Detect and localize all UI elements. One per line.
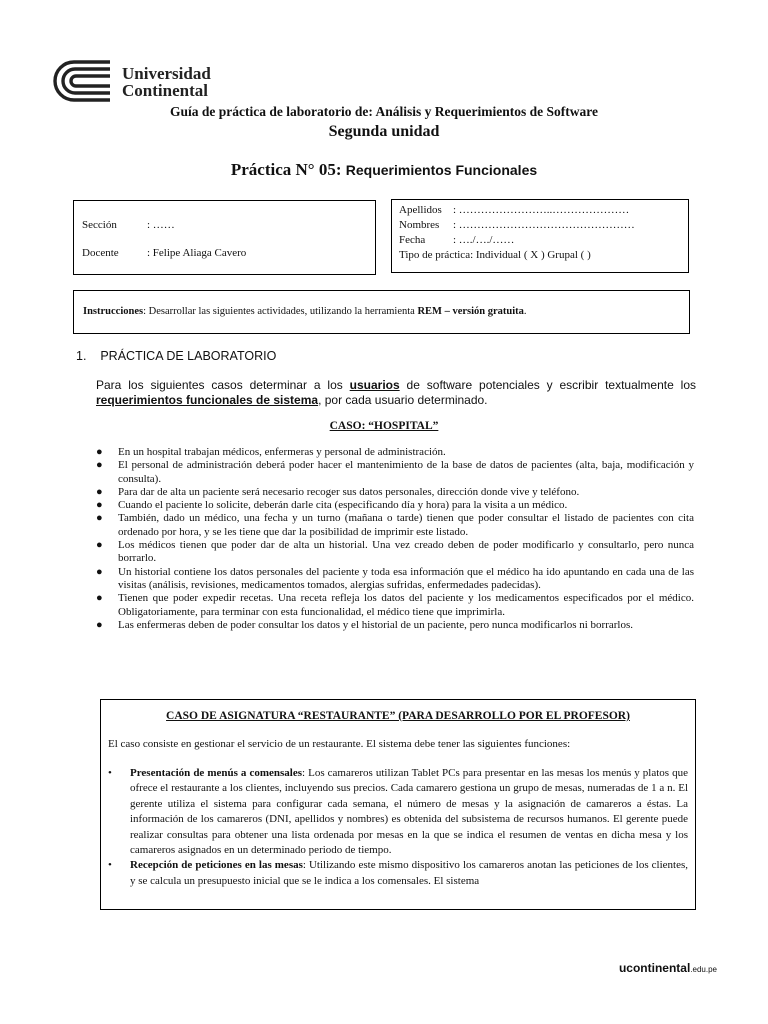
restaurant-case-box (100, 699, 696, 910)
bullet-text: Las enfermeras deben de poder consultar los datos y el historial de un paciente, pero nunca modificarlos ni borrarlos. (118, 618, 633, 631)
list-item (108, 766, 688, 858)
bullet-icon: ● (96, 499, 103, 512)
list-item (108, 858, 688, 889)
docente-value: : Felipe Aliaga Cavero (147, 247, 247, 259)
bullet-icon: ● (96, 446, 103, 458)
restaurant-case-title: CASO DE ASIGNATURA “RESTAURANTE” (PARA DESARROLLO POR EL PROFESOR) (166, 710, 630, 722)
instructions-tool: REM – versión gratuita (417, 306, 524, 317)
tipo-practica: Tipo de práctica: Individual ( X ) Grupal ( ) (399, 249, 591, 261)
university-logo (50, 58, 290, 104)
student-info-box (391, 199, 689, 273)
instructions-end: . (523, 306, 527, 317)
continental-c-icon (50, 58, 114, 104)
nombres-value: : ………………………………………… (453, 219, 635, 231)
list-item (96, 619, 694, 632)
bullet-text: Un historial contiene los datos personales del paciente y toda esa información que el médico ha ido apuntando en cada una de las visitas (análisis, revisiones, medicamentos tomados, alergias sufridas, enfermedades padecidas). (118, 565, 694, 591)
bullet-icon: ● (96, 592, 103, 605)
list-item (96, 539, 694, 566)
docente-label: Docente (82, 247, 119, 259)
nombres-label: Nombres (399, 219, 440, 231)
hospital-case-title: CASO: “HOSPITAL” (329, 420, 439, 432)
bullet-text: Tienen que poder expedir recetas. Una receta refleja los datos del paciente y los medicamentos especificados por el médico. Obligatoriamente, para terminar con esta funcionalidad, el médico tiene que imprimirla. (118, 592, 694, 618)
bullet-text: El personal de administración deberá poder hacer el mantenimiento de la base de datos de pacientes (alta, baja, modificación y consulta). (118, 459, 694, 485)
list-item (96, 566, 694, 593)
section-title: PRÁCTICA DE LABORATORIO (100, 349, 277, 363)
guide-title: Guía de práctica de laboratorio de: Análisis y Requerimientos de Software (170, 104, 598, 119)
practice-number: Práctica N° 05: (230, 160, 342, 179)
bullet-text: También, dado un médico, una fecha y un turno (mañana o tarde) tienen que poder consultar el listado de pacientes con cita ordenado por hora, y se les tiene que dar la posibilidad de imprimir este listado. (118, 512, 694, 538)
list-item (96, 512, 694, 539)
item-heading: Presentación de menús a comensales (130, 767, 303, 779)
footer-brand (619, 961, 717, 975)
bullet-icon: ● (96, 539, 103, 552)
bullet-text: Para dar de alta un paciente será necesario recoger sus datos personales, dirección donde vive y teléfono. (118, 485, 580, 498)
list-item (96, 486, 694, 499)
list-item (96, 446, 694, 459)
para-text-1: Para los siguientes casos determinar a los (96, 378, 350, 392)
logo-word-continental: Continental (122, 81, 208, 100)
apellidos-value: : ……………………..………………… (453, 204, 630, 216)
bullet-text: En un hospital trabajan médicos, enfermeras y personal de administración. (118, 446, 446, 458)
practice-title (0, 160, 768, 180)
list-item (96, 592, 694, 619)
list-item (96, 499, 694, 512)
footer-domain: .edu.pe (690, 965, 717, 974)
hospital-bullet-list (96, 446, 694, 632)
list-item (96, 459, 694, 486)
bullet-icon: ● (96, 565, 103, 578)
para-text-3: , por cada usuario determinado. (318, 393, 488, 407)
item-text: : Los camareros utilizan Tablet PCs para presentar en las mesas los menús y platos que ofrece el restaurante a los clientes, incluyendo sus precios. Cada camarero gestiona un grupo de mesas, numeradas de 1 a n. El gerente utiliza el sistema para configurar cada semana, el número de mesas y la asignación de camareros a éstas. La información de los camareros (DNI, apellidos y nombres) es obtenida del subsistema de recursos humanos. El gerente puede realizar consultas para obtener una lista ordenada por mesas en la que se indica el resumen de ventas en dicha mesa y los camareros asignados en un determinado periodo de tiempo. (130, 767, 688, 857)
para-users: usuarios (349, 378, 400, 392)
seccion-label: Sección (82, 219, 117, 231)
bullet-icon: ● (96, 618, 103, 631)
unit-title: Segunda unidad (328, 123, 440, 140)
apellidos-label: Apellidos (399, 204, 442, 216)
instructions-label: Instrucciones (83, 306, 144, 317)
bullet-text: Cuando el paciente lo solicite, deberán darle cita (especificando día y hora) para la visita a un médico. (118, 499, 568, 512)
bullet-icon: ● (96, 459, 103, 472)
section-teacher-box (73, 200, 376, 275)
bullet-icon: • (108, 859, 112, 872)
bullet-icon: ● (96, 485, 103, 498)
para-text-2: de software potenciales y escribir textualmente los (399, 378, 697, 392)
restaurant-intro: El caso consiste en gestionar el servicio de un restaurante. El sistema debe tener las siguientes funciones: (108, 738, 571, 750)
section-paragraph (96, 378, 696, 408)
fecha-value: : …./…./…… (453, 234, 515, 246)
item-text: : Utilizando este mismo dispositivo los camareros anotan las peticiones de los clientes, y se calcula un presupuesto inicial que se le indica a los comensales. El sistema (130, 859, 688, 887)
bullet-icon: • (108, 767, 112, 779)
fecha-label: Fecha (399, 234, 426, 246)
footer-brand-name: ucontinental (618, 961, 691, 975)
instructions-box (73, 290, 690, 334)
logo-word-universidad: Universidad (122, 64, 211, 83)
restaurant-bullet-list (108, 766, 688, 889)
item-heading: Recepción de peticiones en las mesas (130, 859, 303, 872)
bullet-icon: ● (96, 512, 103, 525)
section-heading (76, 349, 276, 363)
instructions-text: : Desarrollar las siguientes actividades, utilizando la herramienta (143, 306, 418, 317)
bullet-text: Los médicos tienen que poder dar de alta un historial. Una vez creado deben de poder modificarlo y consultarlo, pero nunca borrarlo. (118, 539, 694, 565)
para-requirements: requerimientos funcionales de sistema (96, 393, 319, 407)
seccion-value: : …… (147, 219, 175, 231)
practice-name: Requerimientos Funcionales (345, 162, 538, 178)
section-number: 1. (76, 349, 87, 363)
